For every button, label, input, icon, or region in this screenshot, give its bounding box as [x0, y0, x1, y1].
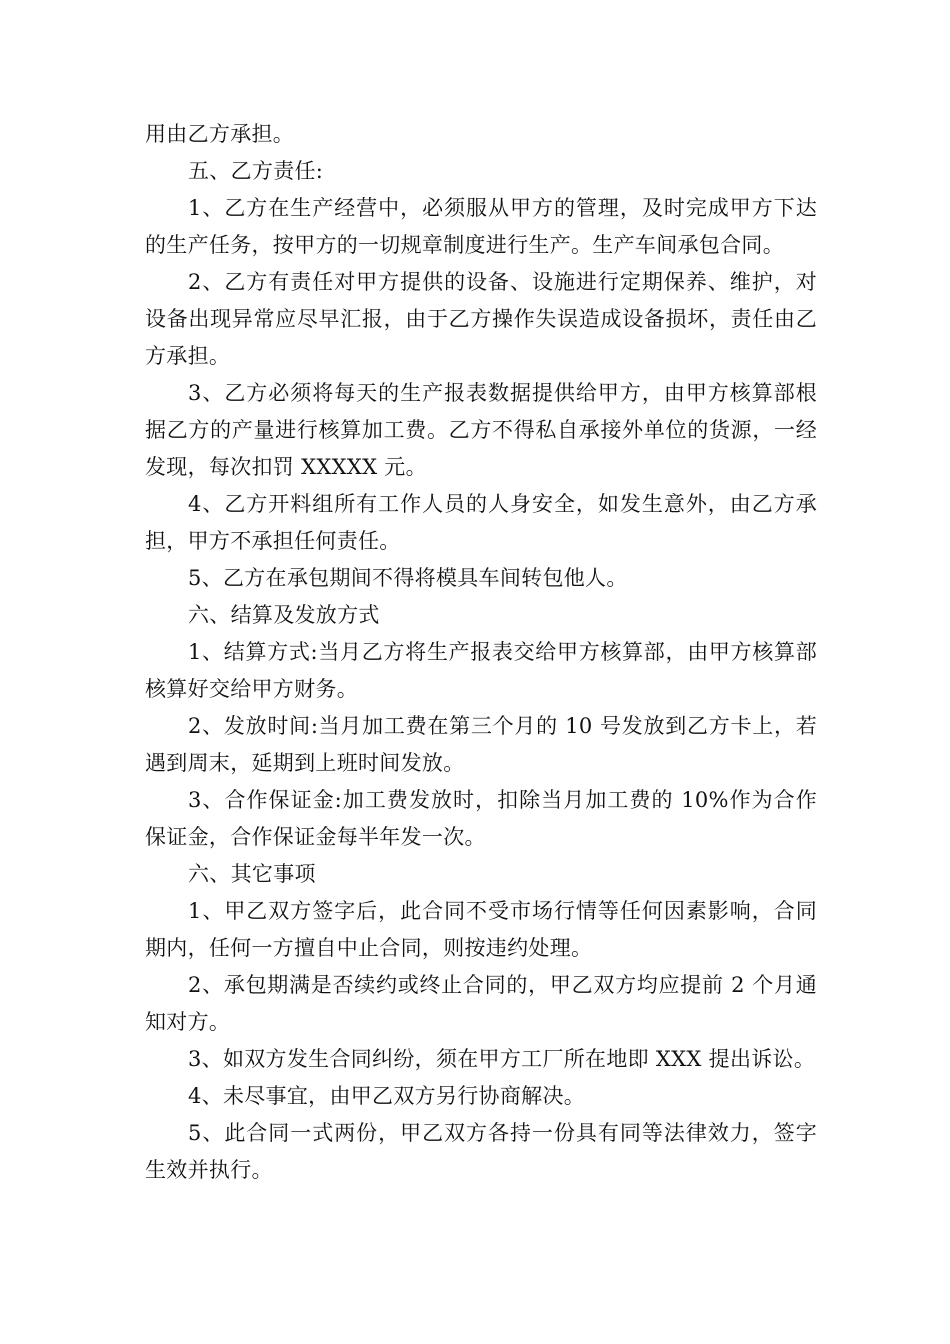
- clause-other-1: 1、甲乙双方签字后，此合同不受市场行情等任何因素影响，合同期内，任何一方擅自中止合同，则按违约处理。: [145, 899, 817, 960]
- clause-6-3: 3、合作保证金:加工费发放时，扣除当月加工费的 10%作为合作保证金，合作保证金每半年发一次。: [145, 788, 817, 849]
- paragraph-continuation: 用由乙方承担。: [145, 122, 295, 146]
- clause-5-1: 1、乙方在生产经营中，必须服从甲方的管理，及时完成甲方下达的生产任务，按甲方的一切规章制度进行生产。生产车间承包合同。: [145, 196, 817, 257]
- clause-5-2: 2、乙方有责任对甲方提供的设备、设施进行定期保养、维护，对设备出现异常应尽早汇报，由于乙方操作失误造成设备损坏，责任由乙方承担。: [145, 270, 817, 368]
- clause-other-5: 5、此合同一式两份，甲乙双方各持一份具有同等法律效力，签字生效并执行。: [145, 1121, 817, 1182]
- clause-other-3: 3、如双方发生合同纠纷，须在甲方工厂所在地即 XXX 提出诉讼。: [188, 1047, 816, 1071]
- clause-other-4: 4、未尽事宜，由甲乙双方另行协商解决。: [188, 1084, 586, 1108]
- clause-6-2: 2、发放时间:当月加工费在第三个月的 10 号发放到乙方卡上，若遇到周末，延期到上班时间发放。: [145, 714, 817, 775]
- clause-other-2: 2、承包期满是否续约或终止合同的，甲乙双方均应提前 2 个月通知对方。: [145, 973, 817, 1034]
- heading-section-6-other: 六、其它事项: [188, 862, 316, 886]
- document-body: [145, 116, 817, 1189]
- heading-section-6-settlement: 六、结算及发放方式: [188, 603, 380, 627]
- clause-5-3: 3、乙方必须将每天的生产报表数据提供给甲方，由甲方核算部根据乙方的产量进行核算加工费。乙方不得私自承接外单位的货源，一经发现，每次扣罚 XXXXX 元。: [145, 381, 817, 479]
- clause-5-5: 5、乙方在承包期间不得将模具车间转包他人。: [188, 566, 628, 590]
- clause-5-4: 4、乙方开料组所有工作人员的人身安全，如发生意外，由乙方承担，甲方不承担任何责任。: [145, 492, 817, 553]
- clause-6-1: 1、结算方式:当月乙方将生产报表交给甲方核算部，由甲方核算部核算好交给甲方财务。: [145, 640, 817, 701]
- heading-section-5: 五、乙方责任:: [188, 159, 324, 183]
